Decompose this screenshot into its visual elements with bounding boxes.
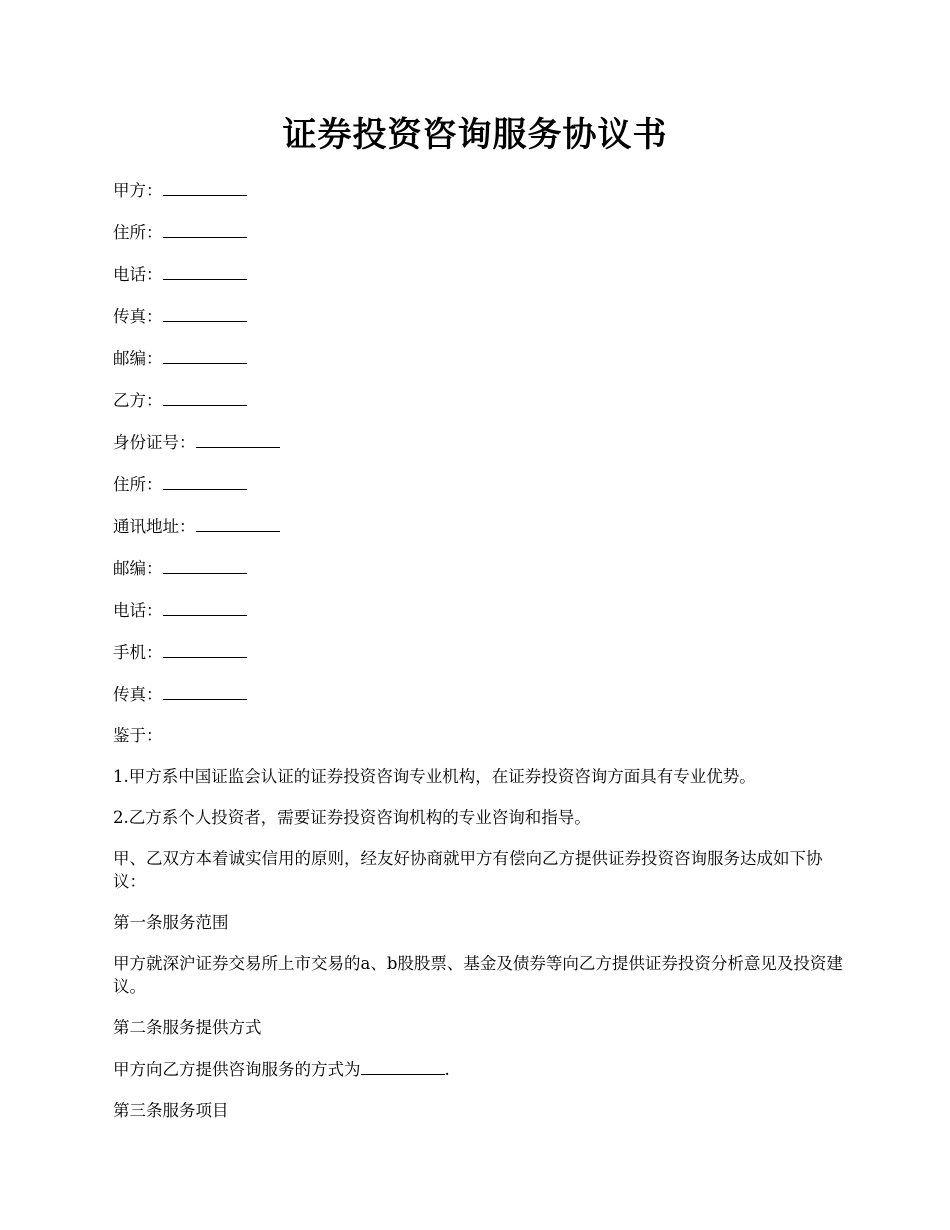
field-party-b-fax: [113, 682, 843, 706]
article-1-heading: 第一条服务范围: [113, 913, 229, 932]
blank-line: [163, 178, 247, 196]
field-party-b-mailing-address: [113, 514, 843, 538]
article-2-body-suffix: .: [444, 1060, 450, 1079]
field-label: 乙方：: [113, 391, 163, 410]
field-label: 传真：: [113, 685, 163, 704]
blank-line: [163, 598, 247, 616]
field-party-a-address: [113, 220, 843, 244]
article-1-body: 甲方就深沪证券交易所上市交易的a、b股股票、基金及债券等向乙方提供证券投资分析意见及投资建议。: [113, 954, 843, 996]
field-label: 电话：: [113, 601, 163, 620]
blank-line: [163, 388, 247, 406]
field-label: 身份证号：: [113, 433, 196, 452]
blank-line: [163, 346, 247, 364]
article-2-body-prefix: 甲方向乙方提供咨询服务的方式为: [113, 1060, 361, 1079]
blank-line: [163, 262, 247, 280]
field-label: 电话：: [113, 265, 163, 284]
field-label: 通讯地址：: [113, 517, 196, 536]
field-label: 甲方：: [113, 181, 163, 200]
field-party-b-phone: [113, 598, 843, 622]
field-label: 手机：: [113, 643, 163, 662]
field-party-b-mobile: [113, 640, 843, 664]
field-label: 邮编：: [113, 349, 163, 368]
blank-line: [361, 1057, 445, 1075]
blank-line: [163, 682, 247, 700]
agreement-intro: 甲、乙双方本着诚实信用的原则，经友好协商就甲方有偿向乙方提供证券投资咨询服务达成如下协议：: [113, 849, 823, 891]
blank-line: [196, 430, 280, 448]
field-label: 传真：: [113, 307, 163, 326]
blank-line: [163, 640, 247, 658]
field-party-b-id-number: [113, 430, 843, 454]
field-party-b-postcode: [113, 556, 843, 580]
field-party-a-postcode: [113, 346, 843, 370]
article-3-heading: 第三条服务项目: [113, 1101, 229, 1120]
recital-1: 1.甲方系中国证监会认证的证券投资咨询专业机构，在证券投资咨询方面具有专业优势。: [113, 767, 756, 786]
blank-line: [163, 220, 247, 238]
blank-line: [163, 304, 247, 322]
field-party-b: [113, 388, 843, 412]
blank-line: [196, 514, 280, 532]
field-party-a-fax: [113, 304, 843, 328]
field-label: 邮编：: [113, 559, 163, 578]
field-party-a: [113, 178, 843, 202]
whereas-heading: 鉴于：: [113, 726, 163, 745]
document-body: [113, 178, 843, 1140]
field-party-b-address: [113, 472, 843, 496]
field-party-a-phone: [113, 262, 843, 286]
blank-line: [163, 556, 247, 574]
recital-2: 2.乙方系个人投资者，需要证券投资咨询机构的专业咨询和指导。: [113, 808, 591, 827]
field-label: 住所：: [113, 475, 163, 494]
article-2-heading: 第二条服务提供方式: [113, 1018, 262, 1037]
article-2-body: [113, 1057, 843, 1081]
field-label: 住所：: [113, 223, 163, 242]
blank-line: [163, 472, 247, 490]
document-title: 证券投资咨询服务协议书: [282, 115, 668, 155]
